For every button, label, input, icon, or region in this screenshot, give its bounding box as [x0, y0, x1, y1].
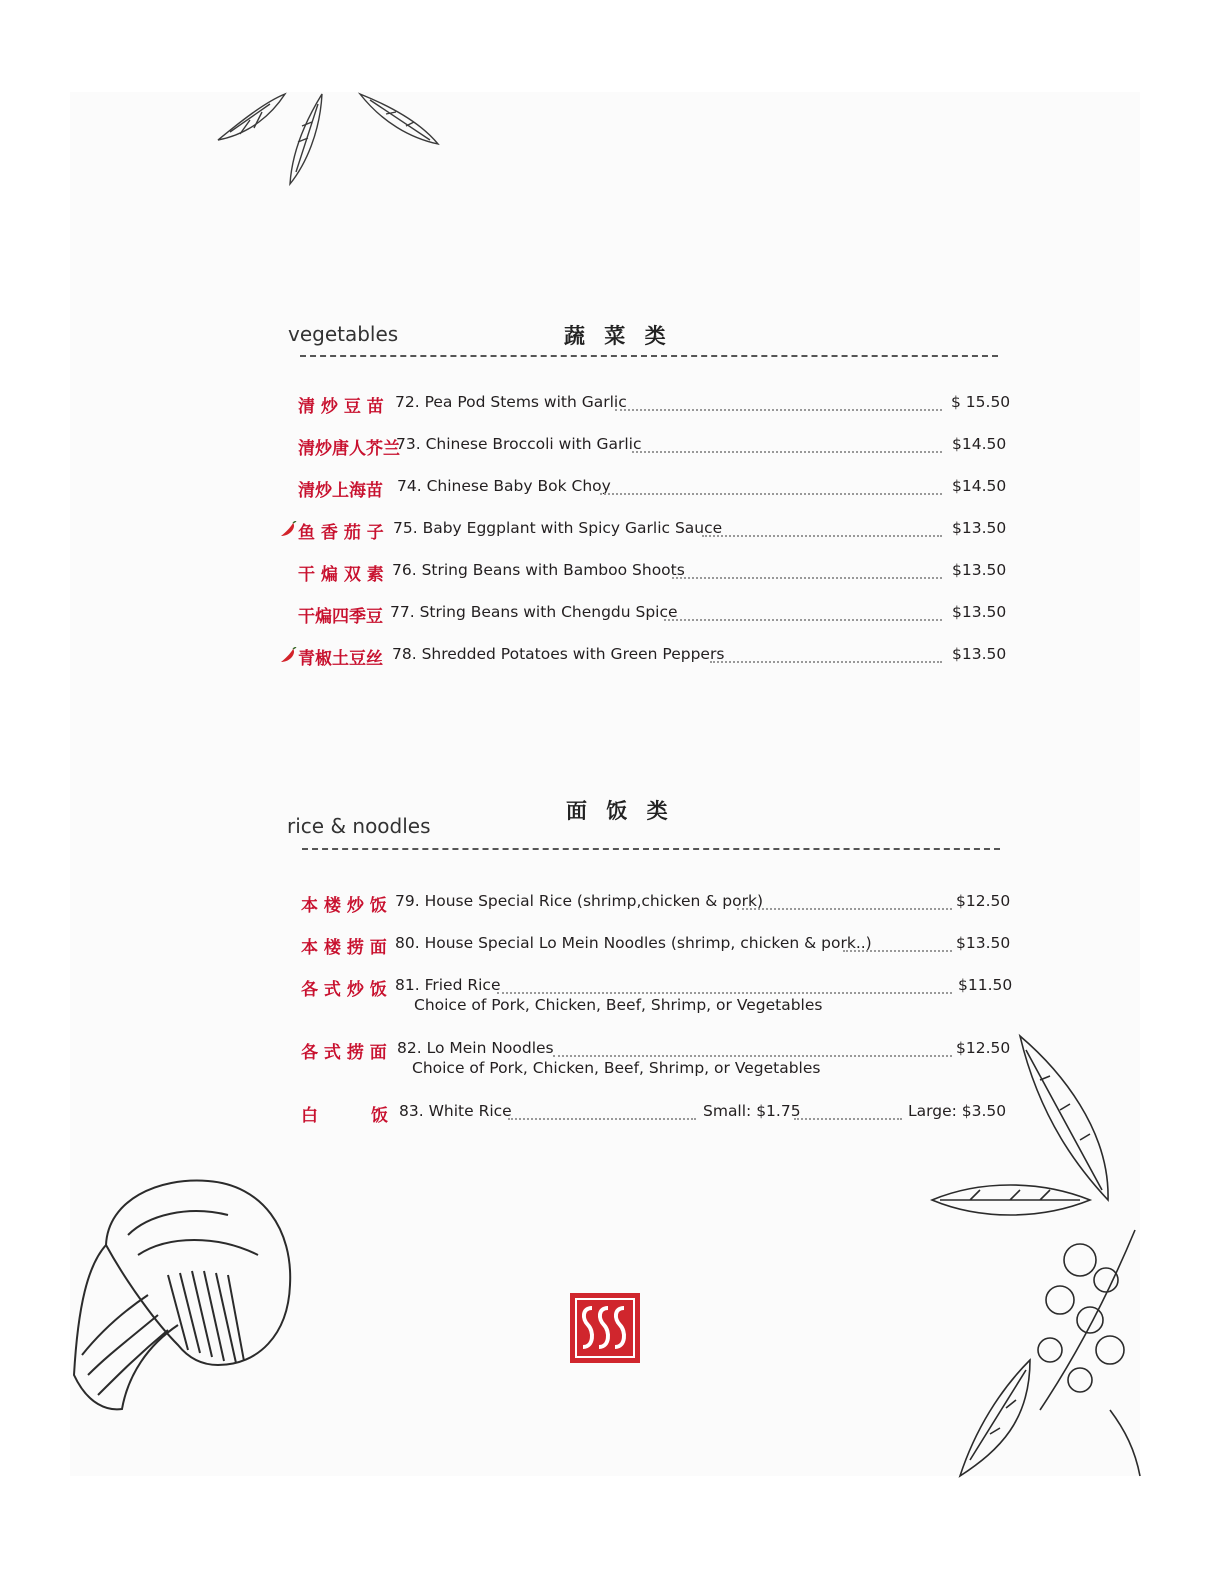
- section-divider: [302, 848, 1000, 850]
- item-name-en: 79. House Special Rice (shrimp,chicken & pork): [395, 892, 764, 910]
- menu-item-row: [0, 518, 1224, 542]
- menu-item-row: [0, 891, 1224, 915]
- item-name-zh: 清炒唐人芥兰: [298, 439, 400, 459]
- item-price: $ 15.50: [951, 393, 1011, 411]
- item-name-zh: 干 煸 双 素: [298, 565, 384, 585]
- item-price: $13.50: [956, 934, 1011, 952]
- osmanthus-illustration: [930, 1030, 1142, 1478]
- item-name-en: 83. White Rice: [399, 1102, 512, 1120]
- item-description: Choice of Pork, Chicken, Beef, Shrimp, or Vegetables: [414, 996, 823, 1014]
- item-name-zh: 清炒上海苗: [298, 481, 383, 501]
- item-name-en: 72. Pea Pod Stems with Garlic: [395, 393, 627, 411]
- item-price: $13.50: [952, 645, 1007, 663]
- dot-leader: [737, 908, 952, 910]
- item-description: Choice of Pork, Chicken, Beef, Shrimp, or Vegetables: [412, 1059, 821, 1077]
- item-price: $12.50: [956, 1039, 1011, 1057]
- dot-leader: [615, 409, 942, 411]
- section-title-en-rice-noodles: rice & noodles: [287, 814, 431, 838]
- dot-leader: [794, 1118, 902, 1120]
- menu-item-row: [0, 434, 1224, 458]
- dot-leader: [600, 493, 942, 495]
- item-name-en: 74. Chinese Baby Bok Choy: [397, 477, 611, 495]
- item-name-en: 73. Chinese Broccoli with Garlic: [396, 435, 642, 453]
- item-name-zh: 饭: [371, 1106, 388, 1126]
- mushroom-illustration: [68, 1175, 298, 1415]
- chili-pepper-icon: [279, 647, 297, 663]
- dot-leader: [497, 992, 952, 994]
- item-name-zh: 各 式 炒 饭: [301, 980, 387, 1000]
- section-title-en-vegetables: vegetables: [288, 322, 399, 346]
- item-name-en: 75. Baby Eggplant with Spicy Garlic Sauce: [393, 519, 723, 537]
- dot-leader: [843, 950, 952, 952]
- section-title-zh-vegetables: 蔬 菜 类: [564, 324, 672, 348]
- dot-leader: [508, 1118, 696, 1120]
- item-price: $14.50: [952, 477, 1007, 495]
- item-price: $13.50: [952, 561, 1007, 579]
- logo-sss-mark: [578, 1305, 632, 1351]
- item-name-zh: 鱼 香 茄 子: [298, 523, 384, 543]
- item-price-small: Small: $1.75: [703, 1102, 801, 1120]
- menu-item-row: [0, 560, 1224, 584]
- dot-leader: [702, 535, 942, 537]
- item-price: $14.50: [952, 435, 1007, 453]
- item-name-zh: 白: [301, 1106, 318, 1126]
- item-name-en: 81. Fried Rice: [395, 976, 501, 994]
- menu-item-row: [0, 476, 1224, 500]
- item-name-zh: 干煸四季豆: [298, 607, 383, 627]
- item-name-zh: 青椒土豆丝: [298, 649, 383, 669]
- menu-item-row: [0, 933, 1224, 957]
- item-name-en: 76. String Beans with Bamboo Shoots: [392, 561, 685, 579]
- dot-leader: [632, 451, 942, 453]
- item-name-zh: 本 楼 捞 面: [301, 938, 387, 958]
- dot-leader: [710, 661, 942, 663]
- item-price: $12.50: [956, 892, 1011, 910]
- item-name-zh: 本 楼 炒 饭: [301, 896, 387, 916]
- item-name-zh: 各 式 捞 面: [301, 1043, 387, 1063]
- item-price-large: Large: $3.50: [908, 1102, 1007, 1120]
- dot-leader: [672, 577, 942, 579]
- item-name-en: 80. House Special Lo Mein Noodles (shrimp, chicken & pork..): [395, 934, 872, 952]
- chili-pepper-icon: [279, 521, 297, 537]
- section-title-zh-rice-noodles: 面 饭 类: [566, 799, 674, 823]
- item-name-en: 82. Lo Mein Noodles: [397, 1039, 554, 1057]
- item-name-en: 78. Shredded Potatoes with Green Peppers: [392, 645, 725, 663]
- dot-leader: [664, 619, 942, 621]
- menu-item-row: [0, 975, 1224, 1014]
- menu-item-row: [0, 602, 1224, 626]
- item-price: $13.50: [952, 603, 1007, 621]
- leaf-illustration-top: [210, 92, 450, 192]
- menu-item-row: [0, 392, 1224, 416]
- item-name-zh: 清 炒 豆 苗: [298, 397, 384, 417]
- item-name-en: 77. String Beans with Chengdu Spice: [390, 603, 678, 621]
- item-price: $11.50: [958, 976, 1013, 994]
- restaurant-logo: [570, 1293, 640, 1363]
- dot-leader: [553, 1055, 952, 1057]
- section-divider: [300, 355, 998, 357]
- item-price: $13.50: [952, 519, 1007, 537]
- menu-item-row: [0, 644, 1224, 668]
